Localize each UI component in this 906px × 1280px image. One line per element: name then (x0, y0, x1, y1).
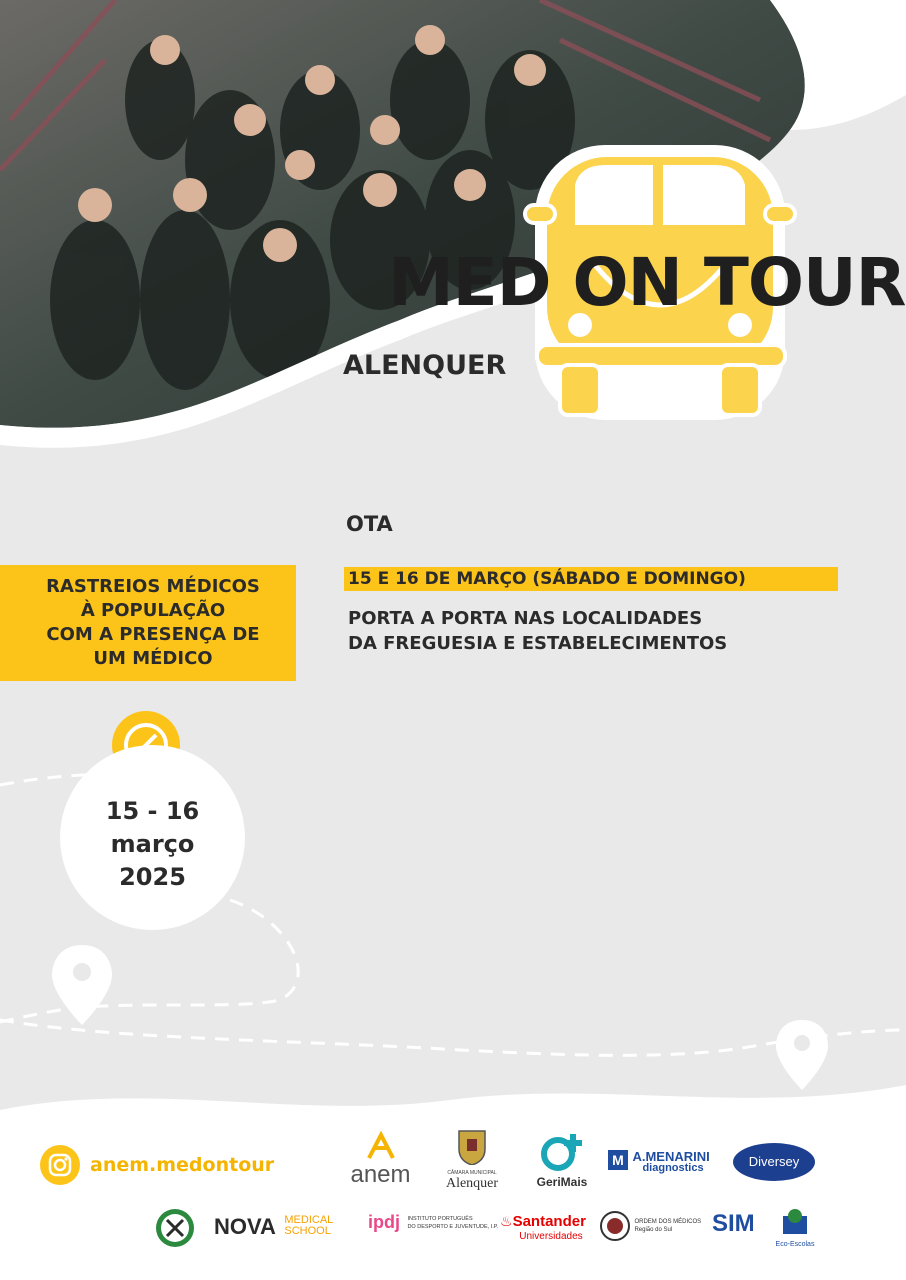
city-name: ALENQUER (343, 350, 507, 381)
coat-of-arms-icon (455, 1125, 489, 1165)
nova-university-seal (155, 1208, 195, 1253)
ordem-seal-icon (600, 1210, 630, 1242)
santander-flame-icon: ♨ (500, 1213, 513, 1229)
diversey-logo: Diversey (733, 1143, 815, 1181)
highlight-text: RASTREIOS MÉDICOS À POPULAÇÃO COM A PRESENÇA DE UM MÉDICO (46, 576, 260, 669)
eco-escolas-icon (780, 1208, 810, 1236)
santander-logo: ♨Santander Universidades (500, 1213, 586, 1242)
event-dates: 15 E 16 DE MARÇO (SÁBADO E DOMINGO) (348, 569, 746, 589)
instagram-handle[interactable]: anem.medontour (90, 1154, 275, 1176)
menarini-icon: M (608, 1150, 628, 1170)
anem-icon (361, 1130, 401, 1160)
sim-logo: SIM (712, 1210, 755, 1237)
gerimais-logo: GeriMais (532, 1132, 592, 1189)
event-title: MED ON TOUR (388, 244, 906, 321)
anem-logo: anem (338, 1130, 423, 1189)
gerimais-icon (540, 1132, 584, 1172)
alenquer-logo: CÂMARA MUNICIPAL Alenquer (440, 1125, 504, 1192)
instagram-icon[interactable] (40, 1145, 80, 1189)
locality-name: OTA (346, 512, 393, 536)
date-badge-text: 15 - 16 março 2025 (105, 797, 200, 891)
eco-escolas-logo: Eco-Escolas (775, 1208, 815, 1248)
nova-medical-school-logo: NOVA MEDICAL SCHOOL (214, 1214, 334, 1239)
event-description: PORTA A PORTA NAS LOCALIDADES DA FREGUESIA E ESTABELECIMENTOS (348, 608, 728, 654)
ipdj-logo: ipdj INSTITUTO PORTUGUÊS DO DESPORTO E JUVENTUDE, I.P. (368, 1212, 499, 1232)
menarini-logo: M A.MENARINI diagnostics (608, 1150, 710, 1174)
ordem-medicos-logo: ORDEM DOS MÉDICOS Região do Sul (600, 1210, 701, 1242)
